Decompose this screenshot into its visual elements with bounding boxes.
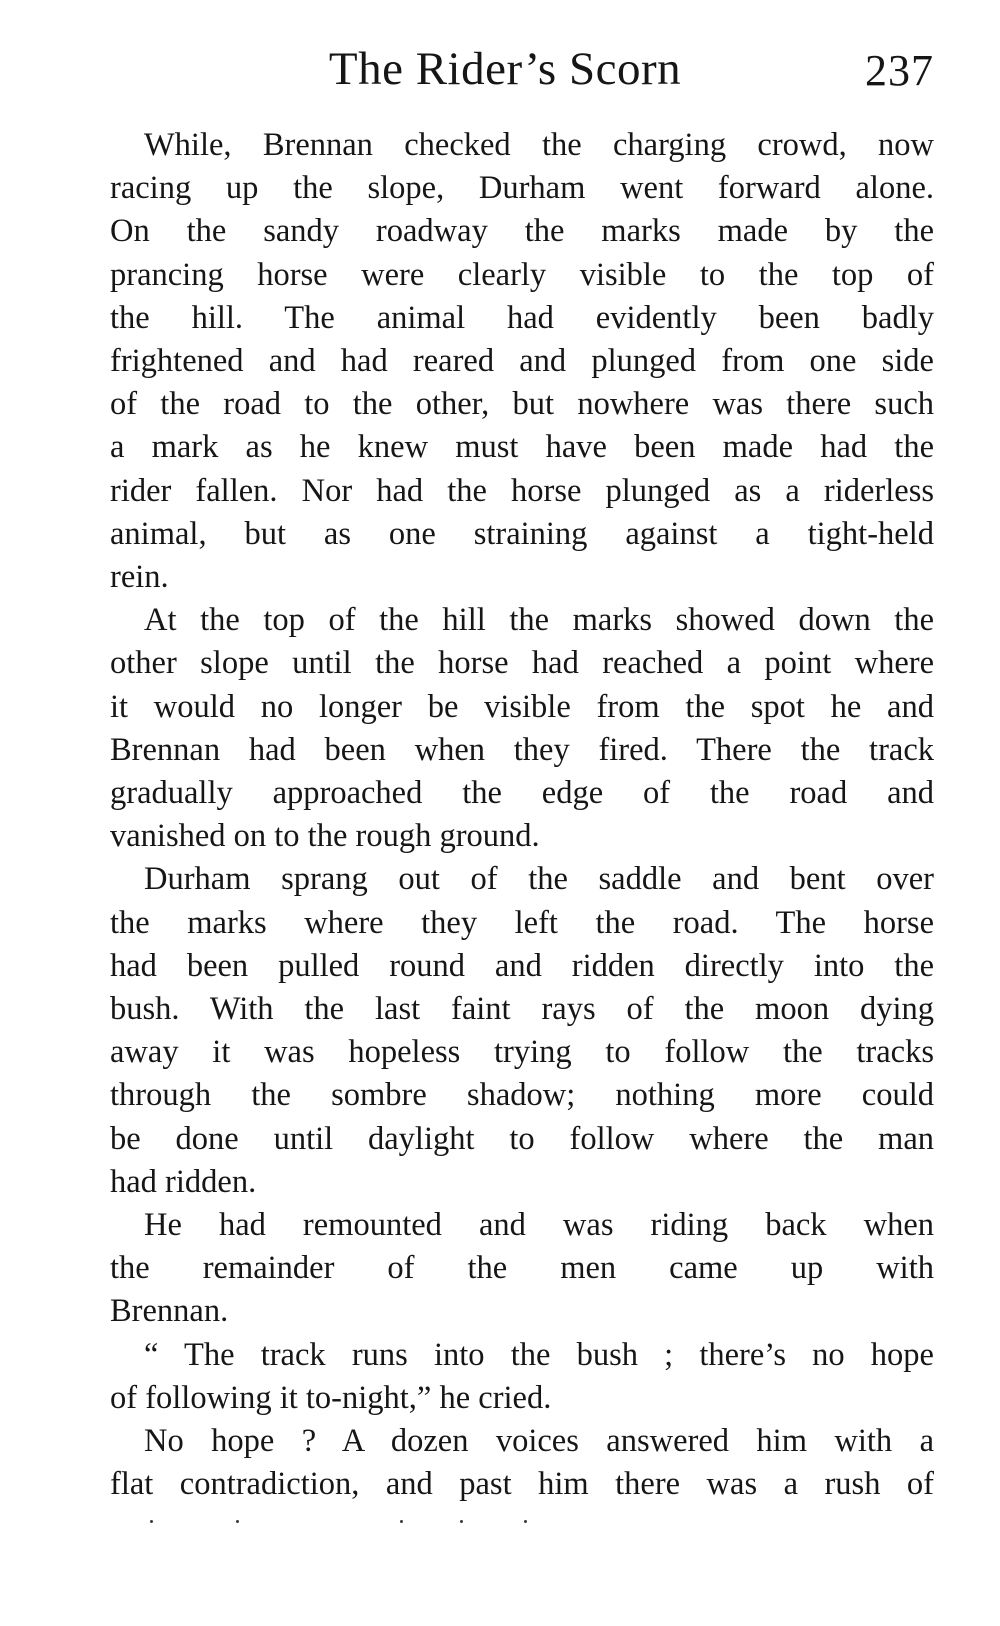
- text-line: rein.: [110, 559, 169, 596]
- text-line: He had remounted and was riding back when: [144, 1207, 934, 1244]
- text-line: away it was hopeless trying to follow the tracks: [110, 1034, 934, 1071]
- running-head: [76, 34, 934, 104]
- paragraph: [76, 1420, 934, 1506]
- paragraph: [76, 124, 934, 599]
- text-line: On the sandy roadway the marks made by the: [110, 213, 934, 250]
- text-line: a mark as he knew must have been made had the: [110, 429, 934, 466]
- text-line: Brennan.: [110, 1293, 229, 1330]
- paragraph: [76, 1334, 934, 1420]
- text-line: No hope ? A dozen voices answered him with a: [144, 1423, 934, 1460]
- text-line: rider fallen. Nor had the horse plunged as a riderless: [110, 472, 934, 509]
- text-line: Brennan had been when they fired. There the track: [110, 731, 934, 768]
- text-line: gradually approached the edge of the road and: [110, 775, 934, 812]
- cropped-line-remnants: [150, 1520, 570, 1530]
- text-line: through the sombre shadow; nothing more could: [110, 1077, 934, 1114]
- text-line: other slope until the horse had reached a point where: [110, 645, 934, 682]
- text-line: be done until daylight to follow where the man: [110, 1120, 934, 1157]
- running-title: The Rider’s Scorn: [328, 43, 682, 95]
- text-line: the remainder of the men came up with: [110, 1250, 934, 1287]
- body-text: [76, 124, 934, 1507]
- text-line: of the road to the other, but nowhere was there such: [110, 386, 934, 423]
- text-line: bush. With the last faint rays of the moon dying: [110, 991, 934, 1028]
- paragraph: [76, 599, 934, 858]
- text-line: prancing horse were clearly visible to the top of: [110, 256, 934, 293]
- paragraph: [76, 858, 934, 1204]
- text-line: the hill. The animal had evidently been badly: [110, 299, 934, 336]
- text-line: At the top of the hill the marks showed down the: [144, 602, 934, 639]
- text-line: it would no longer be visible from the spot he and: [110, 688, 934, 725]
- text-line: Durham sprang out of the saddle and bent over: [144, 861, 934, 898]
- text-line: of following it to-night,” he cried.: [110, 1379, 552, 1416]
- paragraph: [76, 1204, 934, 1334]
- text-line: the marks where they left the road. The horse: [110, 904, 934, 941]
- text-line: flat contradiction, and past him there was a rush of: [110, 1466, 934, 1503]
- text-line: “ The track runs into the bush ; there’s no hope: [144, 1336, 934, 1373]
- text-line: frightened and had reared and plunged from one side: [110, 343, 934, 380]
- text-line: animal, but as one straining against a tight-held: [110, 515, 934, 552]
- page-number: 237: [865, 46, 934, 95]
- text-line: had been pulled round and ridden directly into the: [110, 947, 934, 984]
- text-line: vanished on to the rough ground.: [110, 818, 540, 855]
- text-line: racing up the slope, Durham went forward alone.: [110, 170, 934, 207]
- text-line: While, Brennan checked the charging crowd, now: [144, 127, 934, 163]
- text-line: had ridden.: [110, 1163, 257, 1200]
